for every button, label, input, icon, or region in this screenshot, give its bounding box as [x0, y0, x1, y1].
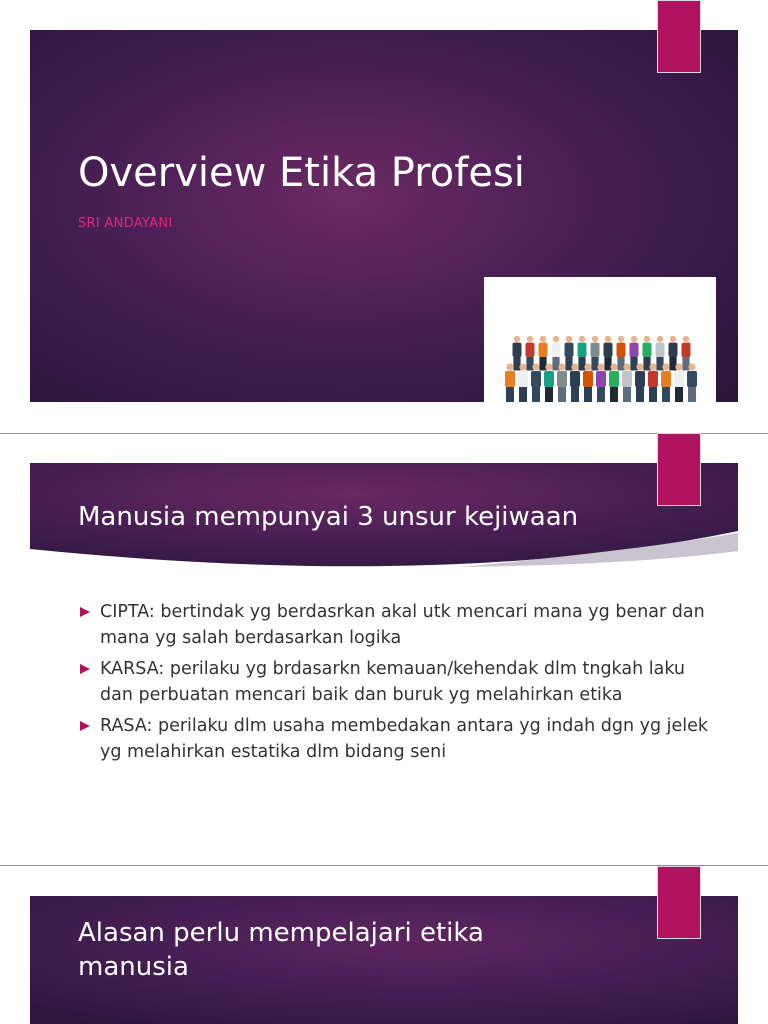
bullet-text: CIPTA: bertindak yg berdasrkan akal utk mencari mana yg benar dan mana yg salah berdasarkan logika [100, 602, 705, 648]
bullet-item [78, 656, 718, 708]
bullet-item [78, 599, 718, 651]
slide-divider-2 [0, 865, 768, 866]
slide-1-title: Overview Etika Profesi [78, 150, 525, 196]
bullet-text: KARSA: perilaku yg brdasarkn kemauan/kehendak dlm tngkah laku dan perbuatan mencari baik dan buruk yg melahirkan etika [100, 659, 686, 705]
slide-1-subtitle: SRI ANDAYANI [78, 216, 173, 231]
triangle-bullet-icon [80, 607, 90, 617]
bullet-text: RASA: perilaku dlm usaha membedakan antara yg indah dgn yg jelek yg melahirkan estatika dlm bidang seni [100, 716, 709, 762]
triangle-bullet-icon [80, 664, 90, 674]
slide-2-accent-tab [657, 433, 701, 506]
slide-3-title: Alasan perlu mempelajari etika manusia [78, 918, 484, 982]
slide-2-bullet-list [78, 599, 718, 770]
slide-2-title: Manusia mempunyai 3 unsur kejiwaan [78, 502, 579, 532]
slide-1-accent-tab [657, 0, 701, 73]
bullet-item [78, 713, 718, 765]
triangle-bullet-icon [80, 721, 90, 731]
slide-3-accent-tab [657, 866, 701, 939]
slide-divider-1 [0, 433, 768, 434]
people-image [484, 277, 716, 435]
people-group-illustration-icon [484, 277, 716, 435]
